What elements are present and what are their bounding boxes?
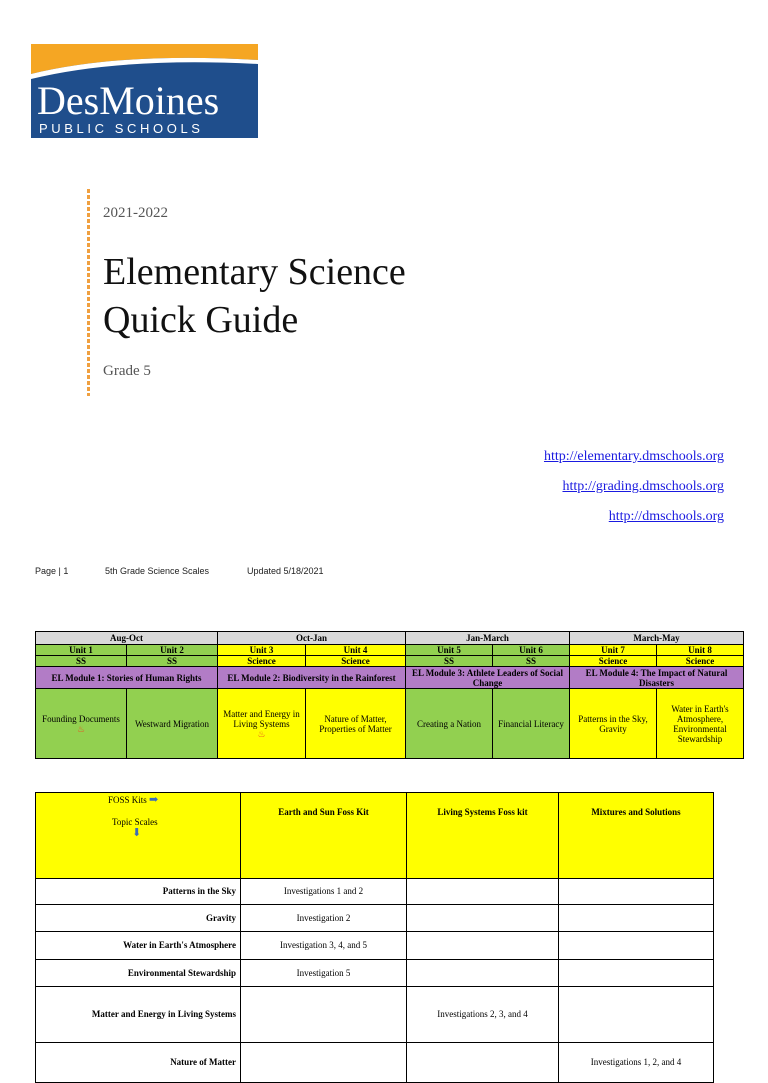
investigation-cell — [407, 879, 559, 905]
subject-cell: SS — [127, 656, 218, 667]
module-cell: EL Module 4: The Impact of Natural Disasters — [570, 667, 744, 689]
unit-cell: Unit 5 — [406, 645, 493, 656]
footer-doc-title: 5th Grade Science Scales — [105, 566, 210, 576]
foss-kits-table — [35, 792, 714, 1083]
topic-scale-cell: Environmental Stewardship — [36, 960, 241, 987]
school-year: 2021-2022 — [103, 205, 168, 221]
unit-cell: Unit 4 — [306, 645, 406, 656]
dmschools-link[interactable]: http://dmschools.org — [608, 509, 724, 524]
topic-scales-label: Topic Scales — [112, 817, 158, 827]
unit-cell: Unit 1 — [36, 645, 127, 656]
foss-kits-label: FOSS Kits — [108, 795, 147, 805]
title-line-2: Quick Guide — [103, 299, 299, 341]
period-cell: Oct-Jan — [218, 632, 406, 645]
topic-scale-cell: Matter and Energy in Living Systems — [36, 987, 241, 1043]
investigation-cell: Investigation 2 — [241, 905, 407, 932]
subject-cell: Science — [657, 656, 744, 667]
investigation-cell: Investigation 5 — [241, 960, 407, 987]
unit-cell: Unit 7 — [570, 645, 657, 656]
period-cell: Jan-March — [406, 632, 570, 645]
topic-cell — [36, 689, 127, 759]
topic-scale-cell: Water in Earth's Atmosphere — [36, 932, 241, 960]
kit-header: Earth and Sun Foss Kit — [241, 793, 407, 879]
footer-updated: Updated 5/18/2021 — [247, 566, 324, 576]
topic-cell: Creating a Nation — [406, 689, 493, 759]
investigation-cell: Investigations 1, 2, and 4 — [559, 1043, 714, 1083]
title-accent-bar — [87, 189, 90, 396]
investigation-cell — [407, 905, 559, 932]
topic-scale-cell: Patterns in the Sky — [36, 879, 241, 905]
topic-text: Matter and Energy in Living Systems — [223, 708, 300, 729]
investigation-cell — [559, 987, 714, 1043]
subject-cell: Science — [218, 656, 306, 667]
investigation-cell — [559, 932, 714, 960]
subject-cell: SS — [36, 656, 127, 667]
module-cell: EL Module 2: Biodiversity in the Rainforest — [218, 667, 406, 689]
topic-cell: Westward Migration — [127, 689, 218, 759]
module-cell: EL Module 3: Athlete Leaders of Social Change — [406, 667, 570, 689]
arrow-down-icon: ⬇ — [132, 827, 142, 839]
document-title — [103, 248, 406, 344]
investigation-cell — [241, 1043, 407, 1083]
investigation-cell — [559, 905, 714, 932]
investigation-cell — [407, 960, 559, 987]
investigation-cell — [241, 987, 407, 1043]
year-overview-table — [35, 631, 744, 759]
topic-cell: Water in Earth's Atmosphere, Environmental Stewardship — [657, 689, 744, 759]
topic-cell: Patterns in the Sky, Gravity — [570, 689, 657, 759]
subject-cell: SS — [406, 656, 493, 667]
period-cell: March-May — [570, 632, 744, 645]
investigation-cell — [559, 879, 714, 905]
investigation-cell: Investigations 1 and 2 — [241, 879, 407, 905]
page-footer — [35, 566, 324, 576]
arrow-right-icon: ➡ — [149, 794, 159, 806]
topic-text: Founding Documents — [42, 713, 120, 724]
kit-header: Mixtures and Solutions — [559, 793, 714, 879]
logo-wordmark: DesMoines — [37, 78, 220, 123]
topic-scale-cell: Gravity — [36, 905, 241, 932]
fire-icon: ♨ — [257, 728, 266, 739]
topic-scale-cell: Nature of Matter — [36, 1043, 241, 1083]
investigation-cell — [559, 960, 714, 987]
page-number: Page | 1 — [35, 566, 69, 576]
topic-cell: Financial Literacy — [493, 689, 570, 759]
des-moines-public-schools-logo — [31, 44, 258, 138]
fire-icon: ♨ — [76, 723, 86, 734]
unit-cell: Unit 3 — [218, 645, 306, 656]
unit-cell: Unit 2 — [127, 645, 218, 656]
topic-cell: Nature of Matter, Properties of Matter — [306, 689, 406, 759]
period-cell: Aug-Oct — [36, 632, 218, 645]
investigation-cell — [407, 932, 559, 960]
investigation-cell — [407, 1043, 559, 1083]
logo-subtitle: PUBLIC SCHOOLS — [39, 121, 204, 136]
grade-label: Grade 5 — [103, 363, 151, 379]
topic-cell — [218, 689, 306, 759]
unit-cell: Unit 8 — [657, 645, 744, 656]
kit-header: Living Systems Foss kit — [407, 793, 559, 879]
subject-cell: Science — [570, 656, 657, 667]
link-list — [544, 442, 724, 532]
subject-cell: SS — [493, 656, 570, 667]
title-line-1: Elementary Science — [103, 251, 406, 293]
subject-cell: Science — [306, 656, 406, 667]
grading-link[interactable]: http://grading.dmschools.org — [562, 479, 724, 494]
elementary-link[interactable]: http://elementary.dmschools.org — [543, 449, 724, 464]
investigation-cell: Investigation 3, 4, and 5 — [241, 932, 407, 960]
investigation-cell: Investigations 2, 3, and 4 — [407, 987, 559, 1043]
corner-cell — [36, 793, 241, 879]
module-cell: EL Module 1: Stories of Human Rights — [36, 667, 218, 689]
unit-cell: Unit 6 — [493, 645, 570, 656]
